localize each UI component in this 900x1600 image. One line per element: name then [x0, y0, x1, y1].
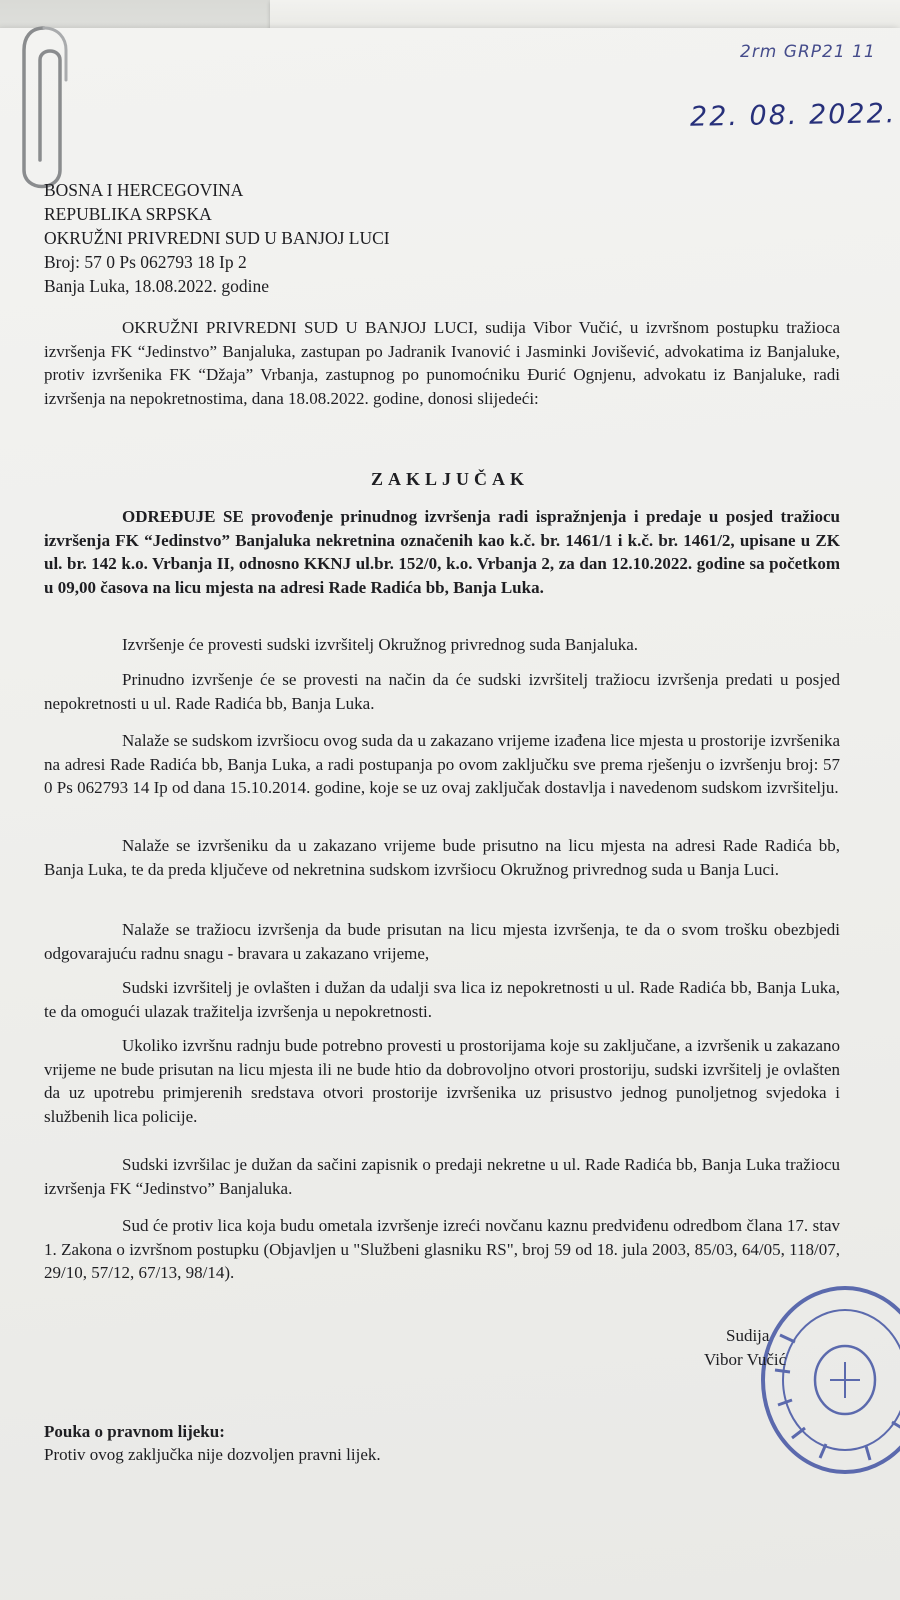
document-title: ZAKLJUČAK	[370, 469, 529, 489]
legal-remedy	[44, 1420, 381, 1466]
paragraph-penalty: Sud će protiv lica koja budu ometala izvršenje izreći novčanu kaznu predviđenu odredbom člana 17. stav 1. Zakona o izvršnom postupku (Objavljen u "Službeni glasniku RS", broj 59 od 18. jula 2003, 85/03, 64/05, 118/07, 29/10, 57/12, 67/13, 98/14).	[44, 1216, 840, 1282]
paragraph-method: Prinudno izvršenje će se provesti na način da će sudski izvršitelj tražiocu izvršenja predati u posjed nepokretnosti u ul. Rade Radića bb, Banja Luka.	[44, 670, 840, 713]
signature-name: Vibor Vučić	[704, 1350, 787, 1369]
document-header	[44, 178, 390, 298]
paragraph-record: Sudski izvršilac je dužan da sačini zapisnik o predaji nekretne u ul. Rade Radića bb, Banja Luka tražiocu izvršenja FK “Jedinstvo” Banjaluka.	[44, 1155, 840, 1198]
paragraph-instruction-debtor: Nalaže se izvršeniku da u zakazano vrijeme bude prisutno na licu mjesta na adresi Rade Radića bb, Banja Luka, te da preda ključeve od nekretnina sudskom izvršiocu Okružnog privrednog suda u Banja Luci.	[44, 836, 840, 879]
paragraph-instruction-executor: Nalaže se sudskom izvršiocu ovog suda da u zakazano vrijeme izađena lice mjesta u prostorije izvršenika na adresi Rade Radića bb, Banja Luka, a radi postupanja po ovom zaključku sve prema rješenju o izvršenju broj: 57 0 Ps 062793 14 Ip od dana 15.10.2014. godine, koje se uz ovaj zaključak dostavlja i navedenom sudskom izvršitelju.	[44, 731, 840, 797]
intro-paragraph: OKRUŽNI PRIVREDNI SUD U BANJOJ LUCI, sudija Vibor Vučić, u izvršnom postupku tražioca izvršenja FK “Jedinstvo” Banjaluka, zastupan po Jadranik Ivanović i Jasminki Jovišević, advokatima iz Banjaluke, protiv izvršenika FK “Džaja” Vrbanja, zastupnog po punomoćniku Đurić Ognjenu, advokatu iz Banjaluke, radi izvršenja na nepokretnostima, dana 18.08.2022. godine, donosi slijedeći:	[44, 318, 840, 408]
signature-role: Sudija	[726, 1326, 770, 1345]
header-place-date: Banja Luka, 18.08.2022. godine	[44, 276, 270, 296]
header-country: BOSNA I HERCEGOVINA	[44, 180, 244, 200]
handwritten-date: 22. 08. 2022.	[689, 98, 897, 133]
paragraph-executor: Izvršenje će provesti sudski izvršitelj Okružnog privrednog suda Banjaluka.	[122, 635, 639, 654]
header-entity: REPUBLIKA SRPSKA	[44, 204, 212, 224]
header-case-number: Broj: 57 0 Ps 062793 18 Ip 2	[44, 252, 247, 272]
legal-remedy-text: Protiv ovog zaključka nije dozvoljen pravni lijek.	[44, 1445, 381, 1464]
court-stamp	[740, 1280, 900, 1480]
paragraph-locked-premises: Ukoliko izvršnu radnju bude potrebno provesti u prostorijama koje su zaključane, a izvršenik u zakazano vrijeme ne bude prisutan na licu mjesta ili ne bude htio da dobrovoljno otvori prostoriju, sudski izvršitelj je ovlašten da uz upotrebu primjerenih sredstava otvori prostorije izvršenika uz prisustvo jednog punoljetnog svjedoka i službenih lica policije.	[44, 1036, 840, 1126]
paragraph-removal: Sudski izvršitelj je ovlašten i dužan da udalji sva lica iz nepokretnosti u ul. Rade Radića bb, Banja Luka, te da omogući ulazak tražitelja izvršenja u nepokretnosti.	[44, 978, 840, 1021]
legal-remedy-heading: Pouka o pravnom lijeku:	[44, 1422, 225, 1441]
paragraph-orders: ODREĐUJE SE provođenje prinudnog izvršenja radi ispražnjenja i predaje u posjed tražiocu izvršenja FK “Jedinstvo” Banjaluka nekretnina označenih kao k.č. br. 1461/1 i k.č. br. 1461/2, upisane u ZK ul. br. 142 k.o. Vrbanja II, odnosno KKNJ ul.br. 152/0, k.o. Vrbanja 2, za dan 12.10.2022. godine sa početkom u 09,00 časova na licu mjesta na adresi Rade Radića bb, Banja Luka.	[44, 507, 840, 597]
header-court: OKRUŽNI PRIVREDNI SUD U BANJOJ LUCI	[44, 228, 390, 248]
handwritten-reference: 2rm GRP21 11	[740, 42, 876, 62]
paragraph-instruction-creditor: Nalaže se tražiocu izvršenja da bude prisutan na licu mjesta izvršenja, te da o svom trošku obezbjedi odgovarajuću radnu snagu - bravara u zakazano vrijeme,	[44, 920, 840, 963]
